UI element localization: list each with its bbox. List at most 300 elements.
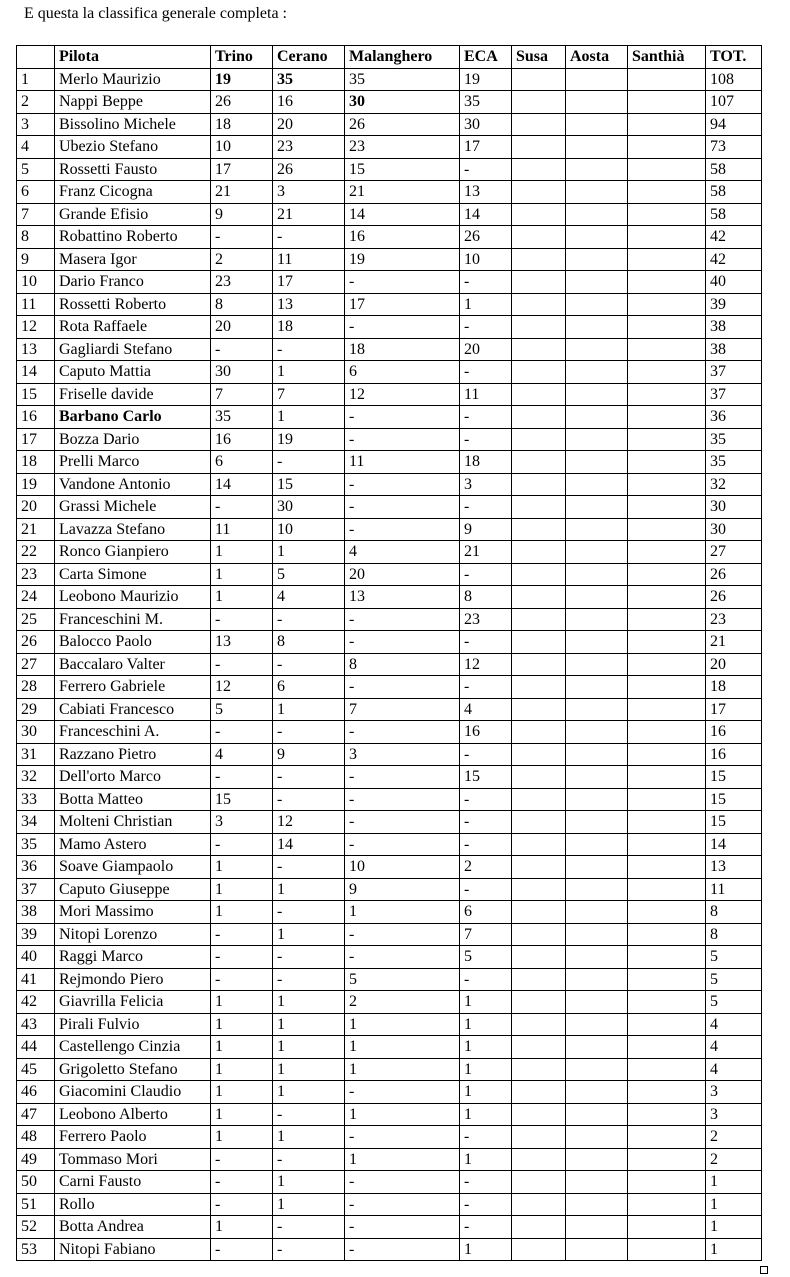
cell-aosta [566,113,628,136]
cell-tot: 16 [706,743,762,766]
cell-rank: 29 [17,698,55,721]
header-eca: ECA [460,46,512,69]
cell-pilota: Carni Fausto [55,1171,211,1194]
cell-santhia [628,293,706,316]
standings-table [16,45,762,1261]
header-malanghero: Malanghero [345,46,460,69]
cell-susa [512,361,566,384]
cell-rank: 42 [17,991,55,1014]
cell-susa [512,1013,566,1036]
cell-susa [512,563,566,586]
cell-santhia [628,203,706,226]
cell-santhia [628,113,706,136]
cell-aosta [566,1036,628,1059]
cell-susa [512,248,566,271]
cell-pilota: Giacomini Claudio [55,1081,211,1104]
cell-susa [512,901,566,924]
cell-tot: 107 [706,91,762,114]
cell-rank: 20 [17,496,55,519]
table-row [17,1081,762,1104]
cell-trino: - [211,608,273,631]
cell-pilota: Friselle davide [55,383,211,406]
cell-aosta [566,563,628,586]
cell-trino: - [211,1171,273,1194]
cell-pilota: Molteni Christian [55,811,211,834]
cell-pilota: Rota Raffaele [55,316,211,339]
cell-malanghero: - [345,923,460,946]
cell-aosta [566,721,628,744]
cell-santhia [628,248,706,271]
cell-aosta [566,1081,628,1104]
cell-rank: 36 [17,856,55,879]
cell-susa [512,293,566,316]
cell-pilota: Ferrero Paolo [55,1126,211,1149]
cell-cerano: - [273,1103,345,1126]
cell-susa [512,676,566,699]
cell-susa [512,878,566,901]
cell-malanghero: - [345,946,460,969]
cell-malanghero: 26 [345,113,460,136]
cell-trino: 13 [211,631,273,654]
cell-malanghero: - [345,271,460,294]
table-row [17,766,762,789]
cell-aosta [566,608,628,631]
cell-santhia [628,653,706,676]
table-row [17,1193,762,1216]
cell-susa [512,631,566,654]
cell-tot: 4 [706,1036,762,1059]
cell-aosta [566,946,628,969]
table-row [17,1126,762,1149]
cell-santhia [628,316,706,339]
cell-rank: 45 [17,1058,55,1081]
cell-tot: 2 [706,1148,762,1171]
table-row [17,271,762,294]
cell-susa [512,833,566,856]
cell-santhia [628,833,706,856]
cell-cerano: - [273,946,345,969]
cell-rank: 14 [17,361,55,384]
cell-santhia [628,1013,706,1036]
cell-trino: 16 [211,428,273,451]
cell-santhia [628,158,706,181]
cell-malanghero: - [345,608,460,631]
table-row [17,428,762,451]
cell-susa [512,383,566,406]
cell-tot: 27 [706,541,762,564]
cell-cerano: 14 [273,833,345,856]
cell-cerano: 1 [273,1013,345,1036]
table-row [17,563,762,586]
cell-malanghero: 2 [345,991,460,1014]
cell-trino: - [211,968,273,991]
cell-malanghero: - [345,518,460,541]
cell-cerano: 1 [273,406,345,429]
cell-santhia [628,541,706,564]
table-row [17,721,762,744]
cell-eca: - [460,428,512,451]
cell-susa [512,698,566,721]
cell-rank: 39 [17,923,55,946]
cell-trino: - [211,338,273,361]
cell-pilota: Botta Matteo [55,788,211,811]
cell-pilota: Nitopi Lorenzo [55,923,211,946]
cell-santhia [628,946,706,969]
cell-rank: 52 [17,1216,55,1239]
cell-cerano: 26 [273,158,345,181]
cell-trino: - [211,1238,273,1261]
cell-eca: 14 [460,203,512,226]
cell-pilota: Ronco Gianpiero [55,541,211,564]
cell-santhia [628,338,706,361]
cell-cerano: - [273,968,345,991]
cell-eca: 1 [460,991,512,1014]
table-row [17,698,762,721]
table-row [17,968,762,991]
cell-cerano: 30 [273,496,345,519]
cell-malanghero: - [345,833,460,856]
cell-trino: - [211,226,273,249]
cell-pilota: Caputo Mattia [55,361,211,384]
cell-eca: 15 [460,766,512,789]
cell-trino: 4 [211,743,273,766]
cell-malanghero: 1 [345,1036,460,1059]
cell-malanghero: 14 [345,203,460,226]
cell-santhia [628,1238,706,1261]
cell-cerano: 18 [273,316,345,339]
cell-tot: 38 [706,316,762,339]
cell-cerano: 16 [273,91,345,114]
cell-susa [512,991,566,1014]
cell-susa [512,136,566,159]
cell-aosta [566,361,628,384]
cell-eca: - [460,1171,512,1194]
cell-susa [512,203,566,226]
cell-aosta [566,91,628,114]
cell-tot: 17 [706,698,762,721]
cell-rank: 4 [17,136,55,159]
cell-trino: 1 [211,1013,273,1036]
cell-trino: 9 [211,203,273,226]
cell-susa [512,608,566,631]
cell-susa [512,496,566,519]
cell-eca: - [460,968,512,991]
cell-tot: 1 [706,1193,762,1216]
cell-cerano: - [273,788,345,811]
cell-cerano: - [273,608,345,631]
cell-malanghero: 21 [345,181,460,204]
cell-aosta [566,271,628,294]
cell-susa [512,338,566,361]
cell-eca: 12 [460,653,512,676]
cell-eca: - [460,271,512,294]
cell-santhia [628,1148,706,1171]
header-tot: TOT. [706,46,762,69]
table-body [17,68,762,1261]
cell-aosta [566,158,628,181]
cell-trino: 1 [211,1081,273,1104]
cell-santhia [628,923,706,946]
cell-pilota: Rejmondo Piero [55,968,211,991]
cell-malanghero: 3 [345,743,460,766]
cell-trino: 1 [211,878,273,901]
cell-cerano: 5 [273,563,345,586]
cell-trino: - [211,1148,273,1171]
cell-cerano: 11 [273,248,345,271]
cell-eca: - [460,1216,512,1239]
cell-eca: 1 [460,1036,512,1059]
cell-pilota: Mori Massimo [55,901,211,924]
cell-eca: - [460,563,512,586]
cell-eca: 23 [460,608,512,631]
cell-rank: 49 [17,1148,55,1171]
cell-tot: 94 [706,113,762,136]
cell-malanghero: - [345,406,460,429]
cell-trino: - [211,1193,273,1216]
cell-susa [512,113,566,136]
cell-pilota: Prelli Marco [55,451,211,474]
cell-rank: 2 [17,91,55,114]
cell-aosta [566,1171,628,1194]
cell-santhia [628,811,706,834]
cell-eca: 1 [460,1148,512,1171]
cell-pilota: Leobono Alberto [55,1103,211,1126]
cell-santhia [628,91,706,114]
table-row [17,473,762,496]
table-header-row [17,46,762,69]
cell-malanghero: 19 [345,248,460,271]
table-row [17,1013,762,1036]
table-row [17,878,762,901]
cell-tot: 58 [706,158,762,181]
cell-rank: 31 [17,743,55,766]
cell-aosta [566,428,628,451]
cell-trino: 2 [211,248,273,271]
cell-pilota: Lavazza Stefano [55,518,211,541]
cell-rank: 38 [17,901,55,924]
cell-santhia [628,721,706,744]
cell-tot: 3 [706,1081,762,1104]
cell-santhia [628,1103,706,1126]
cell-santhia [628,271,706,294]
cell-pilota: Carta Simone [55,563,211,586]
table-row [17,158,762,181]
table-row [17,833,762,856]
cell-tot: 30 [706,496,762,519]
table-row [17,293,762,316]
cell-pilota: Razzano Pietro [55,743,211,766]
cell-eca: 30 [460,113,512,136]
cell-aosta [566,68,628,91]
cell-trino: - [211,923,273,946]
cell-aosta [566,181,628,204]
cell-santhia [628,518,706,541]
cell-pilota: Nitopi Fabiano [55,1238,211,1261]
cell-trino: - [211,946,273,969]
cell-eca: - [460,496,512,519]
cell-susa [512,473,566,496]
cell-rank: 26 [17,631,55,654]
table-row [17,676,762,699]
table-row [17,743,762,766]
table-row [17,518,762,541]
cell-pilota: Franceschini M. [55,608,211,631]
cell-pilota: Mamo Astero [55,833,211,856]
cell-tot: 15 [706,788,762,811]
table-row [17,203,762,226]
table-row [17,68,762,91]
cell-eca: 4 [460,698,512,721]
cell-aosta [566,316,628,339]
cell-rank: 50 [17,1171,55,1194]
cell-susa [512,541,566,564]
cell-susa [512,946,566,969]
cell-pilota: Vandone Antonio [55,473,211,496]
cell-aosta [566,1058,628,1081]
cell-cerano: - [273,451,345,474]
table-row [17,923,762,946]
cell-rank: 40 [17,946,55,969]
cell-malanghero: - [345,473,460,496]
cell-rank: 24 [17,586,55,609]
cell-rank: 6 [17,181,55,204]
cell-cerano: 8 [273,631,345,654]
table-row [17,451,762,474]
cell-rank: 44 [17,1036,55,1059]
cell-santhia [628,1193,706,1216]
cell-cerano: 1 [273,1058,345,1081]
cell-malanghero: 10 [345,856,460,879]
cell-rank: 11 [17,293,55,316]
cell-eca: - [460,878,512,901]
cell-aosta [566,406,628,429]
cell-cerano: 17 [273,271,345,294]
cell-pilota: Balocco Paolo [55,631,211,654]
cell-cerano: 1 [273,361,345,384]
cell-rank: 13 [17,338,55,361]
cell-tot: 20 [706,653,762,676]
cell-susa [512,788,566,811]
cell-trino: 12 [211,676,273,699]
cell-aosta [566,203,628,226]
cell-cerano: 1 [273,1126,345,1149]
cell-tot: 16 [706,721,762,744]
cell-rank: 25 [17,608,55,631]
cell-trino: 10 [211,136,273,159]
cell-eca: 2 [460,856,512,879]
header-cerano: Cerano [273,46,345,69]
cell-tot: 30 [706,518,762,541]
cell-susa [512,158,566,181]
cell-pilota: Gagliardi Stefano [55,338,211,361]
cell-cerano: 13 [273,293,345,316]
cell-trino: 19 [211,68,273,91]
table-row [17,338,762,361]
table-row [17,901,762,924]
cell-santhia [628,68,706,91]
cell-cerano: - [273,856,345,879]
table-row [17,1148,762,1171]
cell-malanghero: - [345,316,460,339]
cell-pilota: Franz Cicogna [55,181,211,204]
cell-cerano: 1 [273,1171,345,1194]
header-trino: Trino [211,46,273,69]
cell-santhia [628,856,706,879]
table-row [17,383,762,406]
cell-cerano: 9 [273,743,345,766]
cell-malanghero: 7 [345,698,460,721]
cell-susa [512,586,566,609]
cell-aosta [566,586,628,609]
cell-trino: 1 [211,1216,273,1239]
cell-aosta [566,698,628,721]
cell-tot: 35 [706,451,762,474]
cell-susa [512,721,566,744]
table-row [17,316,762,339]
cell-aosta [566,541,628,564]
resize-handle[interactable] [760,1266,768,1274]
cell-trino: - [211,496,273,519]
cell-eca: 21 [460,541,512,564]
table-row [17,406,762,429]
cell-cerano: - [273,766,345,789]
cell-pilota: Merlo Maurizio [55,68,211,91]
cell-cerano: 3 [273,181,345,204]
cell-tot: 37 [706,361,762,384]
cell-eca: - [460,788,512,811]
cell-rank: 28 [17,676,55,699]
cell-aosta [566,653,628,676]
cell-pilota: Ferrero Gabriele [55,676,211,699]
cell-santhia [628,1216,706,1239]
cell-cerano: 15 [273,473,345,496]
cell-eca: 35 [460,91,512,114]
cell-aosta [566,473,628,496]
cell-santhia [628,428,706,451]
cell-eca: - [460,811,512,834]
header-pilota: Pilota [55,46,211,69]
cell-trino: 1 [211,1126,273,1149]
cell-susa [512,181,566,204]
cell-susa [512,923,566,946]
cell-tot: 40 [706,271,762,294]
cell-cerano: - [273,1238,345,1261]
cell-pilota: Soave Giampaolo [55,856,211,879]
cell-tot: 35 [706,428,762,451]
cell-aosta [566,766,628,789]
table-row [17,608,762,631]
cell-malanghero: 1 [345,1148,460,1171]
cell-aosta [566,923,628,946]
table-row [17,541,762,564]
cell-tot: 36 [706,406,762,429]
cell-tot: 38 [706,338,762,361]
cell-malanghero: 4 [345,541,460,564]
cell-rank: 18 [17,451,55,474]
cell-aosta [566,811,628,834]
cell-eca: - [460,1193,512,1216]
cell-malanghero: 9 [345,878,460,901]
cell-pilota: Masera Igor [55,248,211,271]
cell-tot: 58 [706,203,762,226]
cell-pilota: Grassi Michele [55,496,211,519]
cell-cerano: 1 [273,541,345,564]
cell-tot: 13 [706,856,762,879]
header-santhia: Santhià [628,46,706,69]
cell-malanghero: 5 [345,968,460,991]
cell-aosta [566,991,628,1014]
cell-trino: 6 [211,451,273,474]
